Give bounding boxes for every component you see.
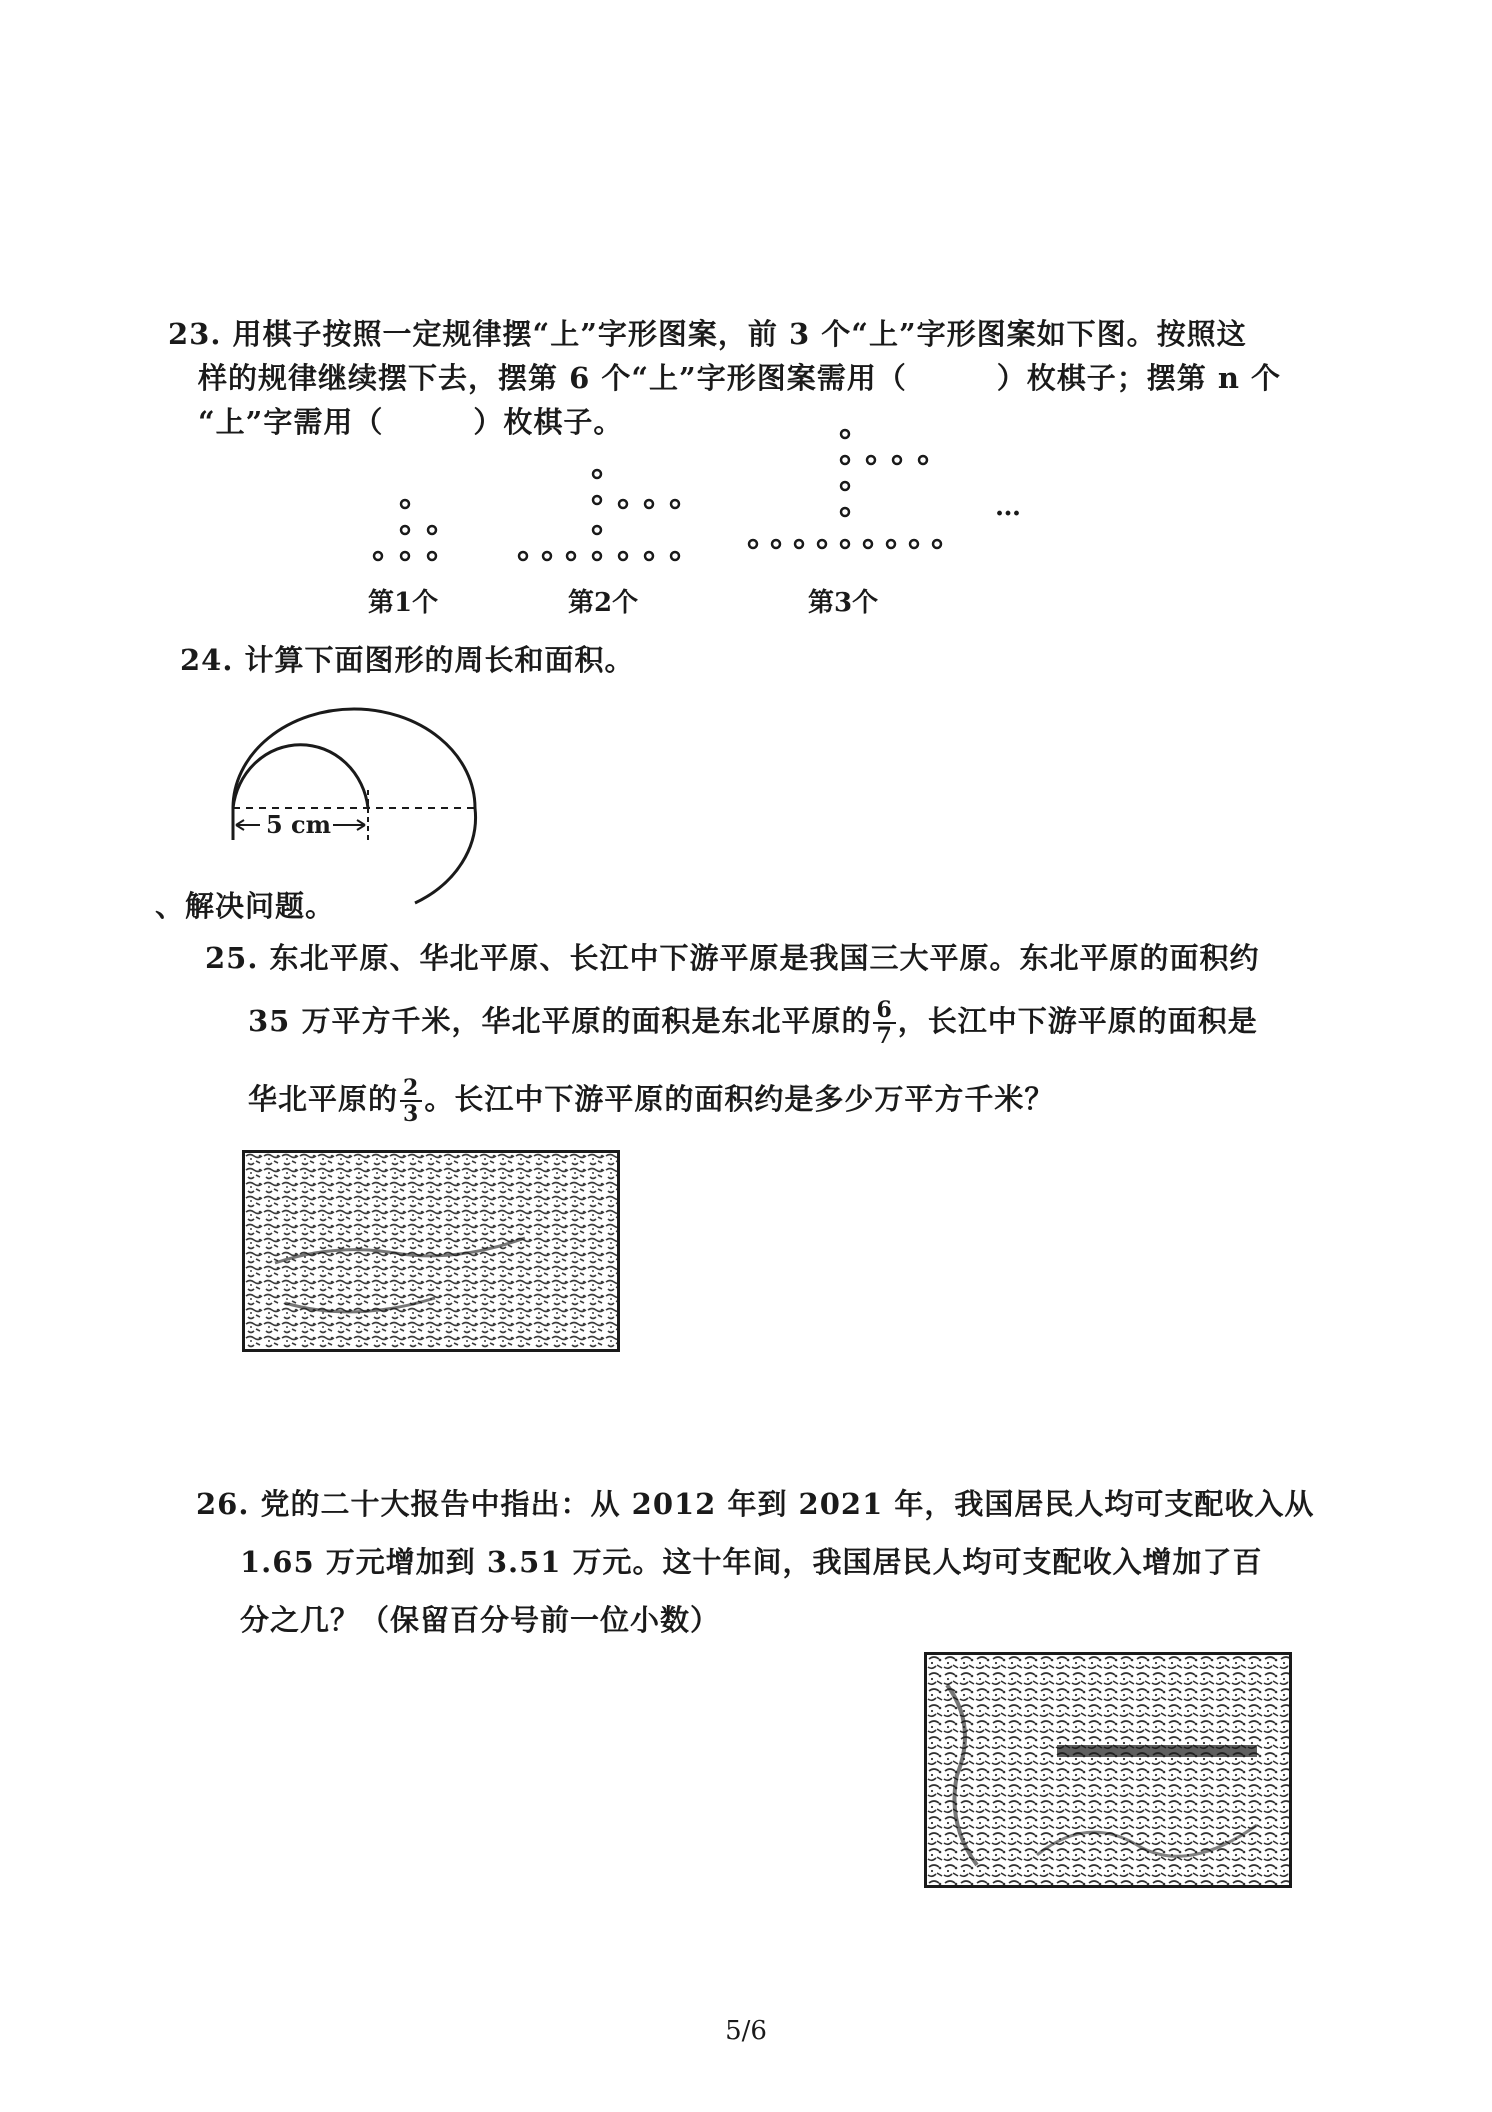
pattern-label-1: 第1个 <box>368 588 439 618</box>
q23-line-3-a: “上”字需用（ <box>198 405 384 439</box>
q23-line-2 <box>198 356 1281 397</box>
stamp-2-texture <box>927 1655 1289 1885</box>
q26-line-2: 1.65 万元增加到 3.51 万元。这十年间，我国居民人均可支配收入增加了百 <box>240 1545 1263 1579</box>
fraction-2-denominator: 3 <box>403 1101 420 1127</box>
fraction-1-denominator: 7 <box>876 1023 893 1049</box>
page-number: 5/6 <box>725 2016 767 2046</box>
section-title: 、解决问题。 <box>155 889 336 923</box>
pattern-ellipsis: … <box>995 492 1021 522</box>
pattern-figure-2 <box>515 460 705 580</box>
q23-line-3 <box>198 400 623 441</box>
fraction-six-sevenths <box>873 998 895 1048</box>
q25-line-3-b: 。长江中下游平原的面积约是多少万平方千米？ <box>424 1082 1055 1116</box>
stamp-1-texture <box>245 1153 617 1349</box>
q23-line-2-a: 样的规律继续摆下去，摆第 6 个“上”字形图案需用（ <box>198 361 907 395</box>
answer-stamp-2 <box>924 1652 1292 1888</box>
fraction-2-numerator: 2 <box>400 1076 422 1102</box>
fraction-two-thirds <box>400 1076 422 1126</box>
pattern-label-2: 第2个 <box>568 588 639 618</box>
q23-line-2-b: ）枚棋子；摆第 n 个 <box>996 361 1282 395</box>
q26-line-1: 26. 党的二十大报告中指出：从 2012 年到 2021 年，我国居民人均可支配收入从 <box>196 1487 1315 1521</box>
answer-stamp-1 <box>242 1150 620 1352</box>
q25-line-1: 25. 东北平原、华北平原、长江中下游平原是我国三大平原。东北平原的面积约 <box>205 941 1260 975</box>
pattern-figure-1 <box>360 490 480 580</box>
q24-text: 24. 计算下面图形的周长和面积。 <box>180 643 635 677</box>
q25-line-2-a: 35 万平方千米，华北平原的面积是东北平原的 <box>248 1004 872 1038</box>
dimension-label: 5 cm <box>266 810 332 839</box>
q23-line-3-b: ）枚棋子。 <box>473 405 624 439</box>
pattern-figure-3 <box>745 420 955 580</box>
q25-line-3 <box>248 1076 1054 1126</box>
q26-line-3: 分之几？（保留百分号前一位小数） <box>240 1603 721 1637</box>
q25-line-2 <box>248 998 1258 1048</box>
q23-line-1: 23. 用棋子按照一定规律摆“上”字形图案，前 3 个“上”字形图案如下图。按照这 <box>168 317 1247 351</box>
pattern-label-3: 第3个 <box>808 588 879 618</box>
q25-line-3-a: 华北平原的 <box>248 1082 399 1116</box>
fraction-1-numerator: 6 <box>873 998 895 1024</box>
q25-line-2-b: ，长江中下游平原的面积是 <box>897 1004 1258 1038</box>
semicircle-figure <box>220 690 520 880</box>
